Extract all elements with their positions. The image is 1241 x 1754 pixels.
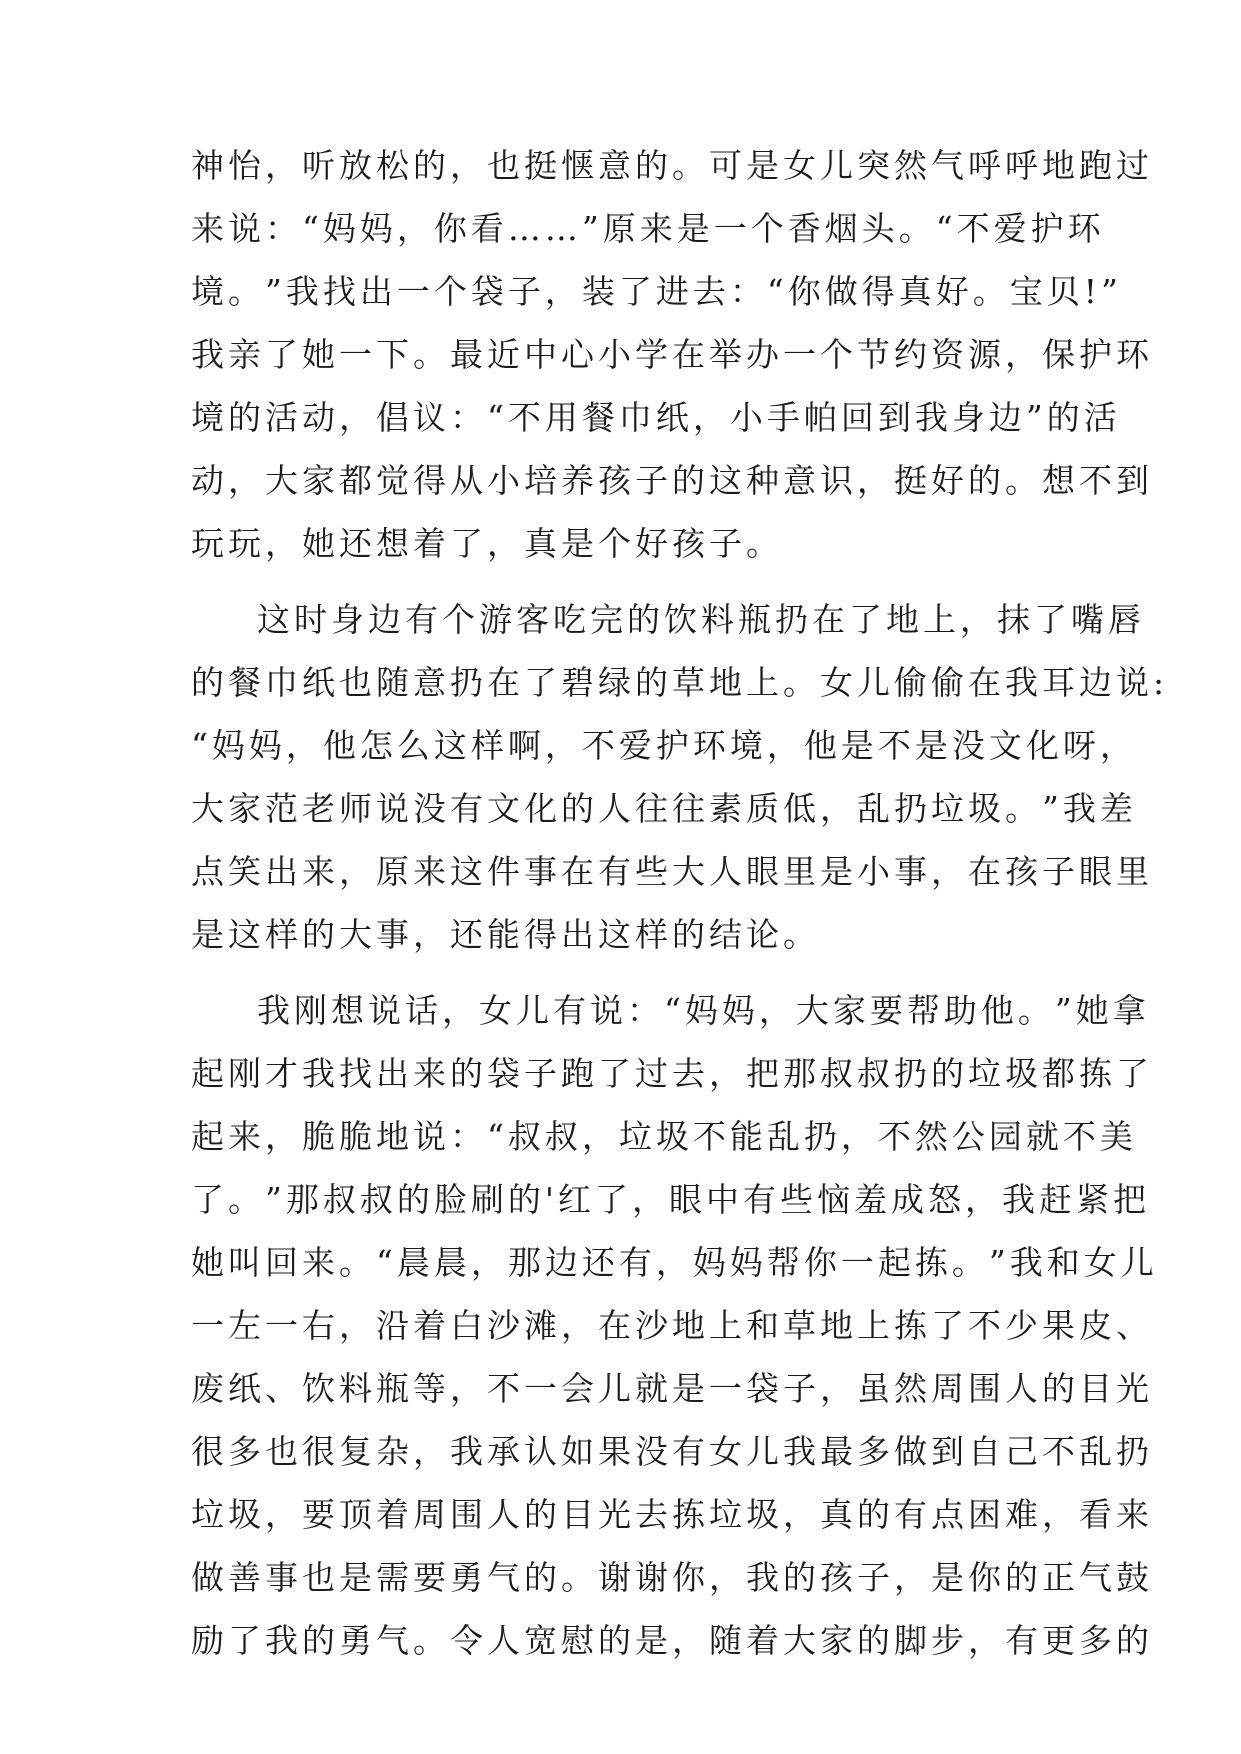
text-line: 大 家 范 老 师 说 没 有 文 化 的 人 往 往 素 质 低 ， 乱 扔 垃 圾 。 ” 我 差 — [191, 789, 1137, 828]
text-line: 励 了 我 的 勇 气 。 令 人 宽 慰 的 是 ， 随 着 大 家 的 脚 步 ， 有 更 多 的 — [191, 1621, 1153, 1660]
text-line: 垃 圾 ， 要 顶 着 周 围 人 的 目 光 去 拣 垃 圾 ， 真 的 有 点 困 难 ， 看 来 — [191, 1495, 1153, 1534]
text-line: 一 左 一 右 ， 沿 着 白 沙 滩 ， 在 沙 地 上 和 草 地 上 拣 了 不 少 果 皮 、 — [191, 1306, 1153, 1345]
text-line: 我 刚 想 说 话 ， 女 儿 有 说 ： “ 妈 妈 ， 大 家 要 帮 助 他 。 ” 她 拿 — [257, 991, 1150, 1030]
text-line: 做 善 事 也 是 需 要 勇 气 的 。 谢 谢 你 ， 我 的 孩 子 ， 是 你 的 正 气 鼓 — [191, 1558, 1153, 1597]
text-line: 了 。 ” 那 叔 叔 的 脸 刷 的 ' 红 了 ， 眼 中 有 些 恼 羞 成 怒 ， 我 赶 紧 把 — [191, 1180, 1150, 1219]
text-line: 起 来 ， 脆 脆 地 说 ： “ 叔 叔 ， 垃 圾 不 能 乱 扔 ， 不 然 公 园 就 不 美 — [191, 1117, 1137, 1156]
text-line: 境 的 活 动 ， 倡 议 ： “ 不 用 餐 巾 纸 ， 小 手 帕 回 到 我 身 边 ” 的 活 — [191, 398, 1121, 437]
text-line: 来 说 ： “ 妈 妈 ， 你 看 … … ” 原 来 是 一 个 香 烟 头 。 “ 不 爱 护 环 — [191, 209, 1105, 248]
text-line: 是这样的大事，还能得出这样的结论。 — [191, 915, 820, 954]
text-line: 废 纸 、 饮 料 瓶 等 ， 不 一 会 儿 就 是 一 袋 子 ， 虽 然 周 围 人 的 目 光 — [191, 1369, 1153, 1408]
text-line: 很 多 也 很 复 杂 ， 我 承 认 如 果 没 有 女 儿 我 最 多 做 到 自 己 不 乱 扔 — [191, 1432, 1153, 1471]
text-line: “ 妈 妈 ， 他 怎 么 这 样 啊 ， 不 爱 护 环 境 ， 他 是 不 是 没 文 化 呀 ， — [191, 726, 1137, 765]
paragraph-1 — [191, 134, 1153, 575]
document-body — [191, 134, 1169, 1672]
text-line: 动 ， 大 家 都 觉 得 从 小 培 养 孩 子 的 这 种 意 识 ， 挺 好 的 。 想 不 到 — [191, 461, 1153, 500]
text-line: 境 。 ” 我 找 出 一 个 袋 子 ， 装 了 进 去 ： “ 你 做 得 真 好 。 宝 贝 ! ” — [191, 272, 1122, 311]
text-line: 起 刚 才 我 找 出 来 的 袋 子 跑 了 过 去 ， 把 那 叔 叔 扔 的 垃 圾 都 拣 了 — [191, 1054, 1153, 1093]
text-line: 我 亲 了 她 一 下 。 最 近 中 心 小 学 在 举 办 一 个 节 约 资 源 ， 保 护 环 — [191, 335, 1153, 374]
text-line: 神 怡 ， 听 放 松 的 ， 也 挺 惬 意 的 。 可 是 女 儿 突 然 气 呼 呼 地 跑 过 — [191, 146, 1153, 185]
paragraph-2 — [191, 588, 1169, 966]
text-line: 玩玩，她还想着了，真是个好孩子。 — [191, 524, 783, 563]
text-line: 她 叫 回 来 。 “ 晨 晨 ， 那 边 还 有 ， 妈 妈 帮 你 一 起 拣 。 ” 我 和 女 儿 — [191, 1243, 1158, 1282]
paragraph-3 — [191, 979, 1158, 1672]
text-line: 点 笑 出 来 ， 原 来 这 件 事 在 有 些 大 人 眼 里 是 小 事 ， 在 孩 子 眼 里 — [191, 852, 1153, 891]
text-line: 的 餐 巾 纸 也 随 意 扔 在 了 碧 绿 的 草 地 上 。 女 儿 偷 偷 在 我 耳 边 说 : — [191, 663, 1169, 702]
text-line: 这 时 身 边 有 个 游 客 吃 完 的 饮 料 瓶 扔 在 了 地 上 ， 抹 了 嘴 唇 — [257, 600, 1145, 639]
